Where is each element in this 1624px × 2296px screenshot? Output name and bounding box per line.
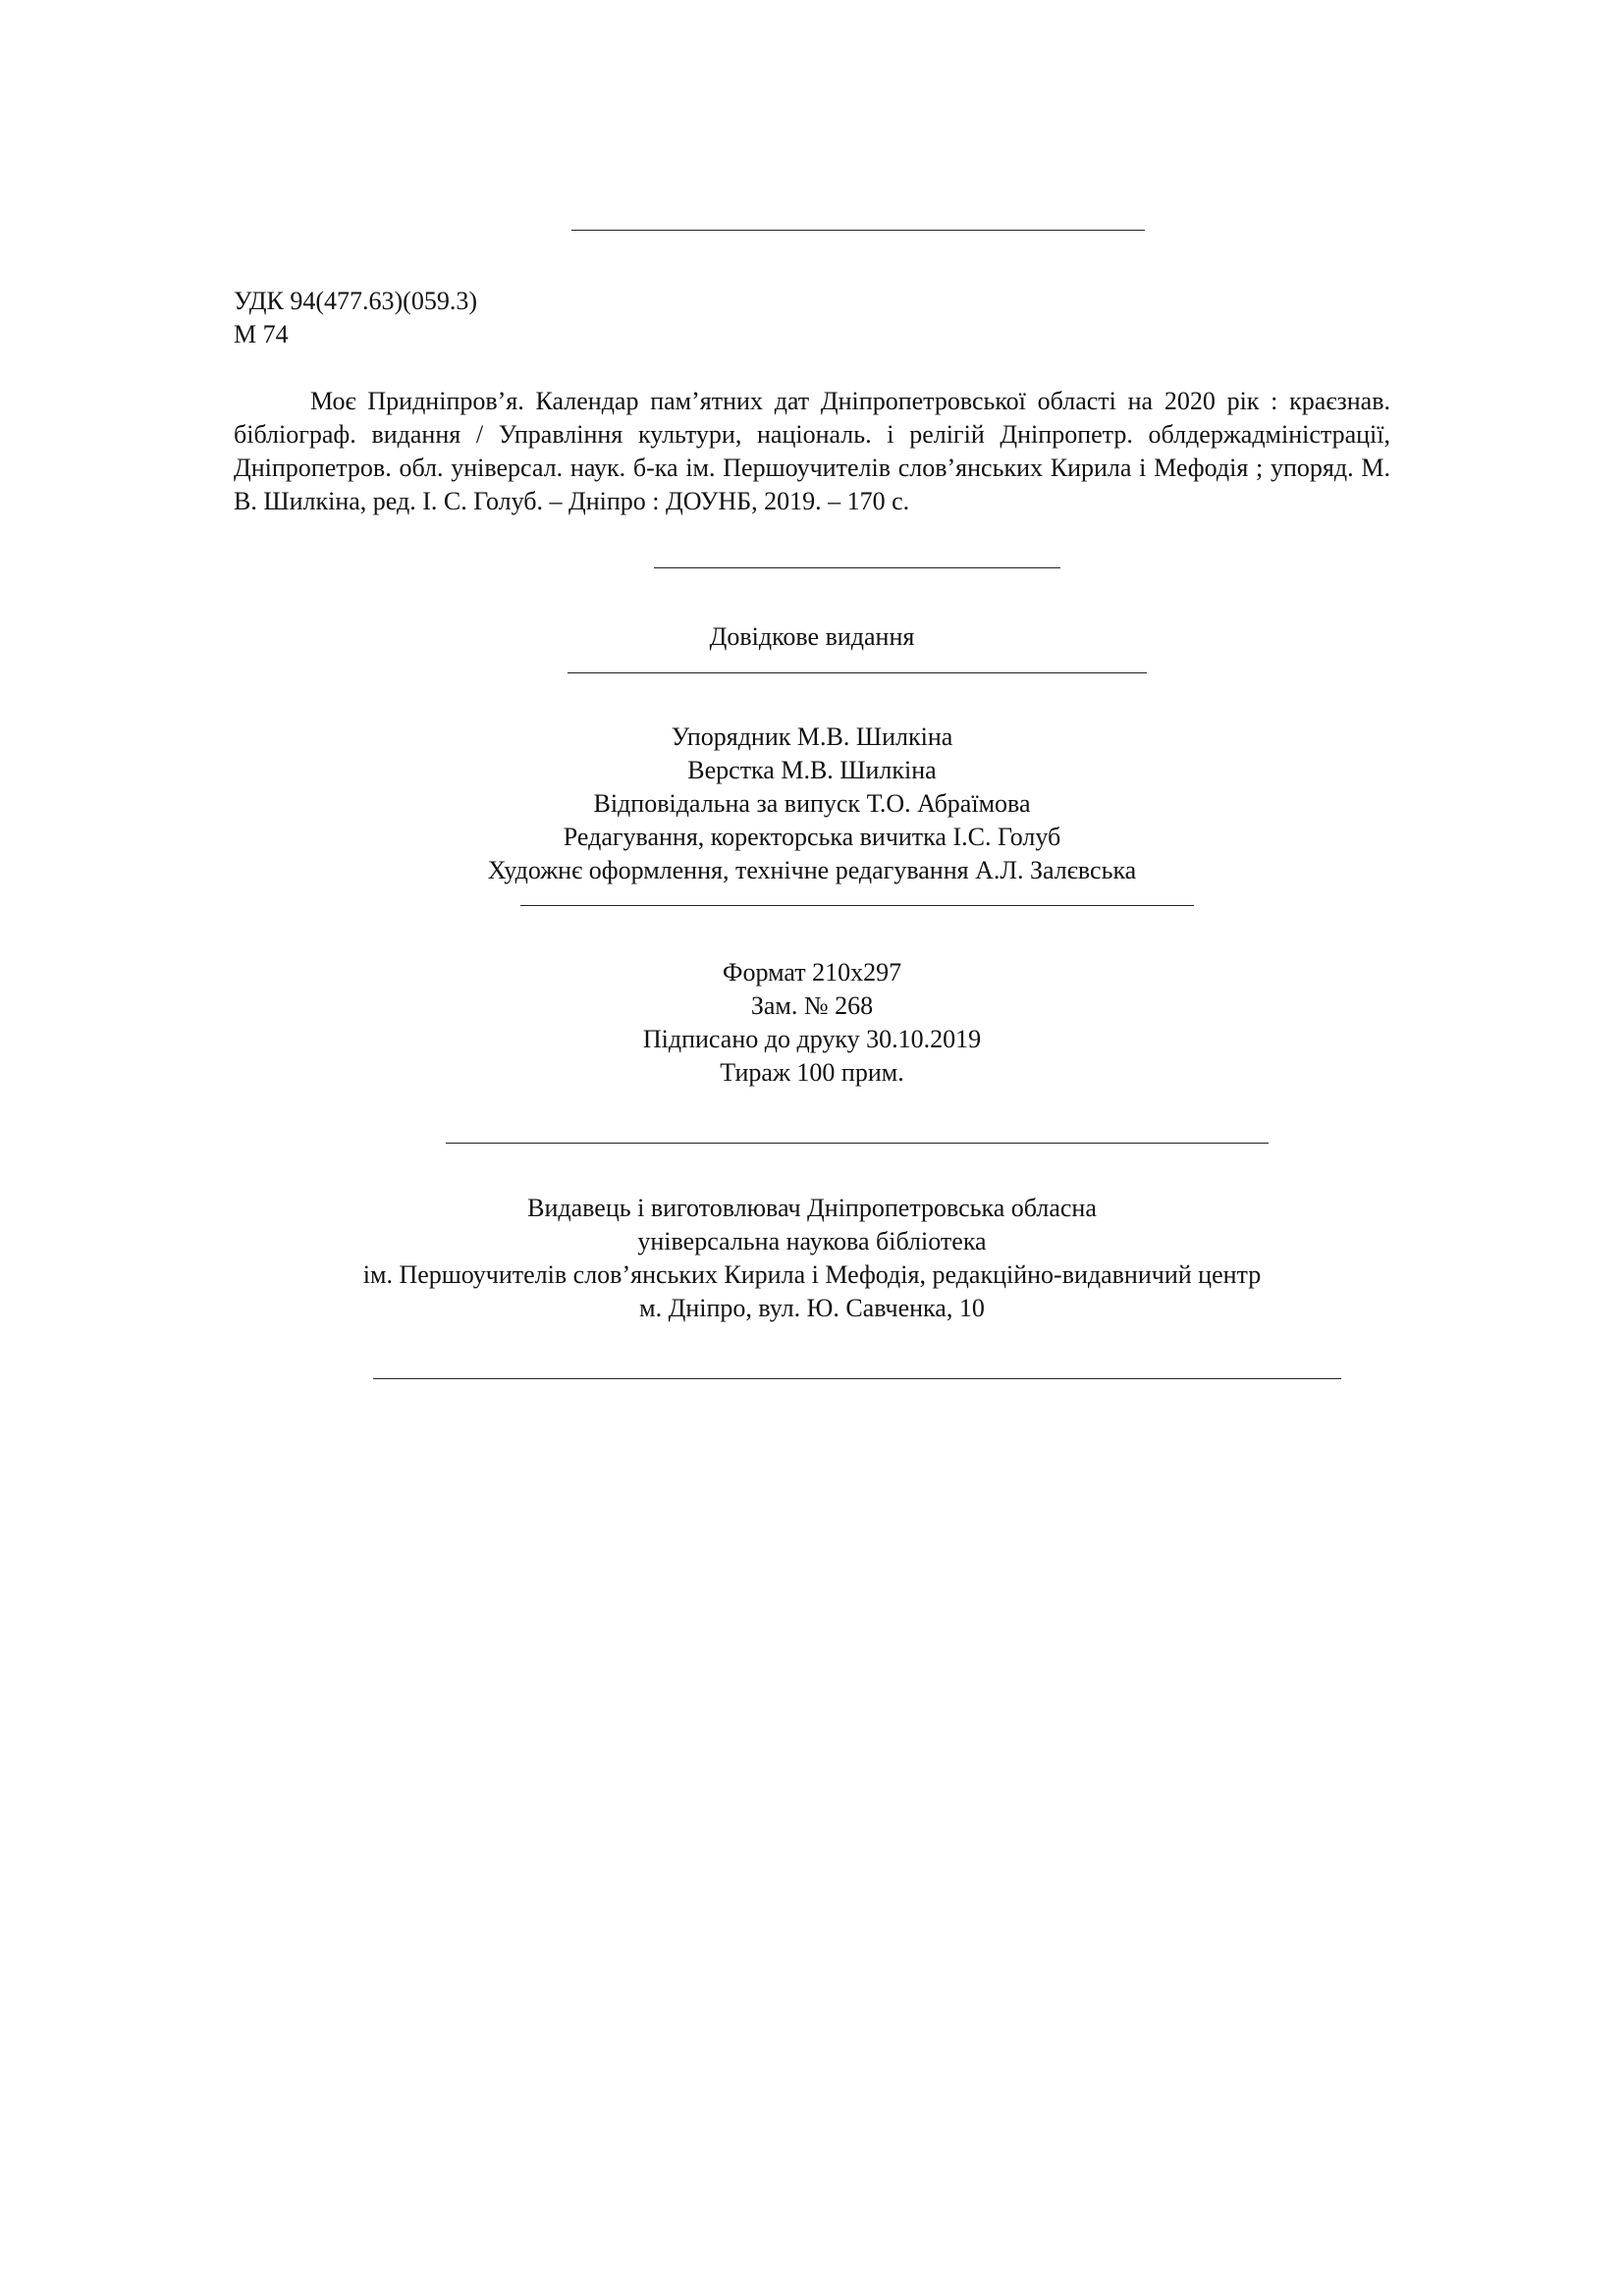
publisher-line: Видавець і виготовлювач Дніпропетровська обласна — [527, 1194, 1097, 1222]
credit-line: Відповідальна за випуск Т.О. Абраїмова — [593, 789, 1031, 818]
divider-bottom — [373, 1378, 1341, 1379]
credit-line: Художнє оформлення, технічне редагування А.Л. Залєвська — [487, 856, 1137, 884]
print-info-block — [0, 956, 1624, 1090]
signed-date: Підписано до друку 30.10.2019 — [642, 1025, 982, 1053]
bibliographic-entry: Моє Придніпров’я. Календар пам’ятних дат Дніпропетровської області на 2020 рік : краєзнав. бібліограф. видання / Управління культури, національ. і релігій Дніпропетр. облдержадміністрації, Дніпропетров. обл. універсал. наук. б-ка ім. Першоучителів слов’янських Кирила і Мефодія ; упоряд. М. В. Шилкіна, ред. І. С. Голуб. – Дніпро : ДОУНБ, 2019. – 170 с. — [234, 387, 1390, 515]
publisher-line: універсальна наукова бібліотека — [637, 1227, 987, 1255]
divider-top — [571, 230, 1145, 231]
publisher-line: ім. Першоучителів слов’янських Кирила і Мефодія, редакційно-видавничий центр — [362, 1260, 1262, 1289]
credit-line: Верстка М.В. Шилкіна — [687, 756, 937, 784]
credit-line: Редагування, коректорська вичитка І.С. Голуб — [563, 823, 1061, 851]
print-format: Формат 210х297 — [722, 958, 902, 987]
edition-type: Довідкове видання — [709, 622, 915, 651]
credit-line: Упорядник М.В. Шилкіна — [671, 722, 953, 751]
publisher-address: м. Дніпро, вул. Ю. Савченка, 10 — [639, 1294, 985, 1322]
publisher-block — [0, 1192, 1624, 1325]
divider-after-print-info — [446, 1143, 1269, 1144]
divider-after-entry — [654, 567, 1060, 568]
udk-code: УДК 94(477.63)(059.3) — [234, 287, 477, 315]
print-run: Тираж 100 прим. — [720, 1058, 904, 1087]
divider-after-credits — [520, 905, 1194, 906]
bbk-code: М 74 — [234, 320, 289, 348]
order-number: Зам. № 268 — [750, 991, 874, 1020]
credits-block — [0, 721, 1624, 887]
divider-after-edition-type — [568, 672, 1147, 673]
